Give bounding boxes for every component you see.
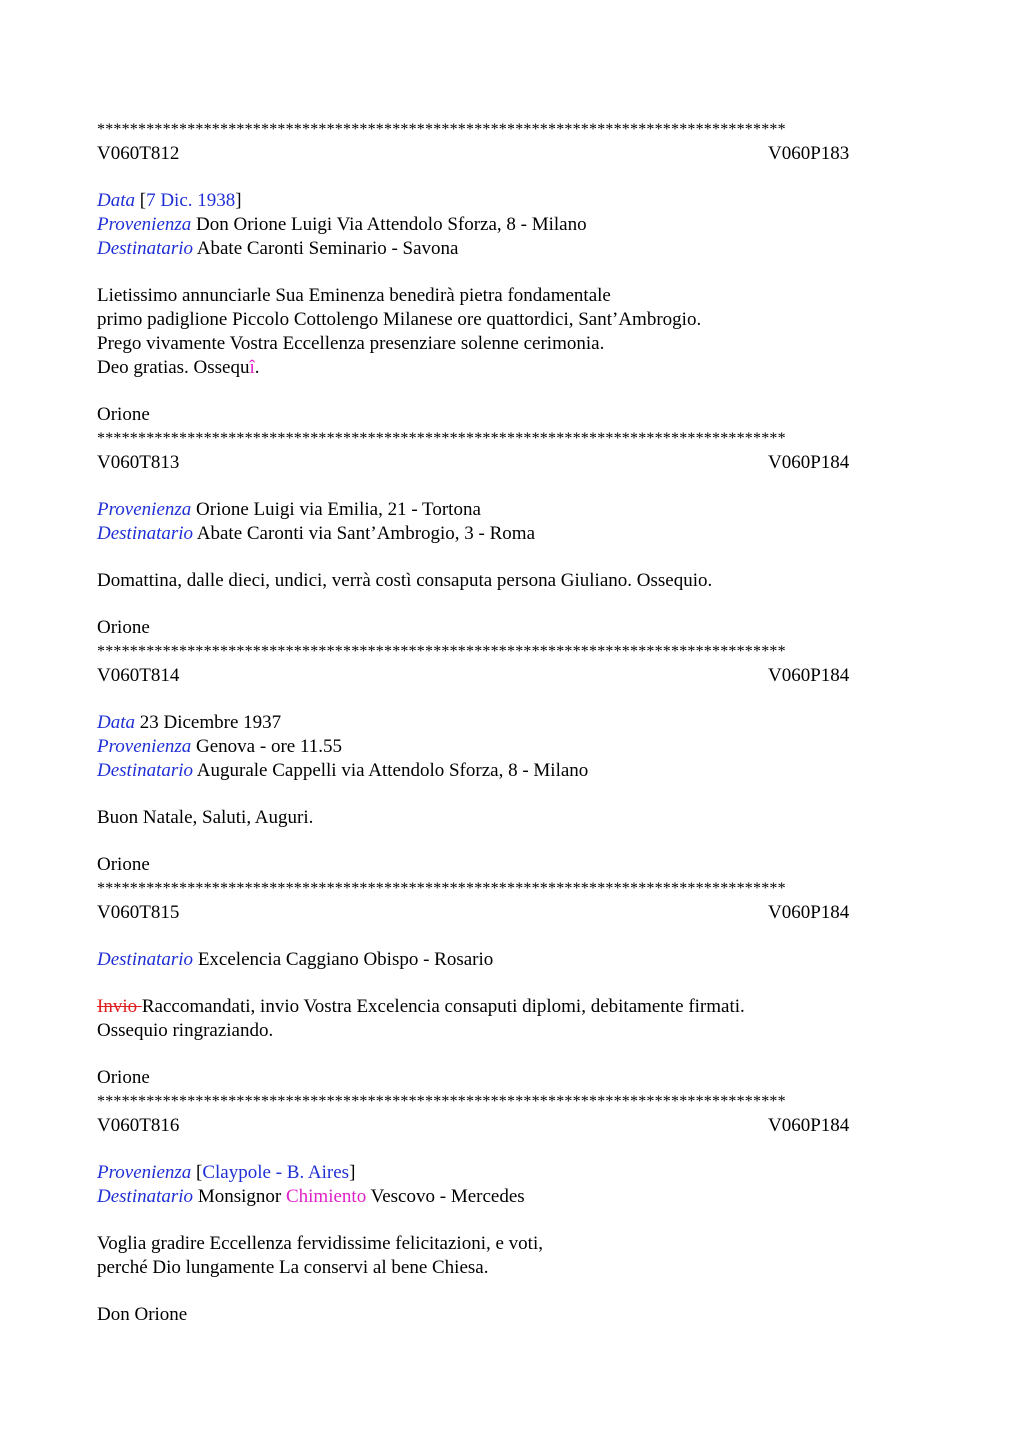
entry-page-ref: V060P184 [768, 665, 850, 686]
separator-line: ************************************************************************************ [97, 121, 786, 138]
entry-page-ref: V060P184 [768, 452, 850, 473]
provenienza-label: Provenienza [97, 214, 192, 235]
signature: Orione [97, 617, 150, 638]
destinatario-label: Destinatario [97, 760, 194, 781]
data-value: 7 Dic. 1938 [146, 190, 236, 211]
entry-id: V060T813 [97, 452, 180, 473]
entry-header [97, 664, 927, 688]
destinatario-value: Excelencia Caggiano Obispo - Rosario [197, 949, 494, 970]
provenienza-line [97, 498, 927, 522]
body-line: perché Dio lungamente La conservi al bene Chiesa. [97, 1257, 489, 1278]
entry-page-ref: V060P184 [768, 902, 850, 923]
entry-id: V060T814 [97, 665, 180, 686]
entry-id: V060T815 [97, 902, 180, 923]
entry-header [97, 451, 927, 475]
destinatario-line [97, 237, 927, 261]
destinatario-label: Destinatario [97, 523, 194, 544]
provenienza-value: Claypole - B. Aires [202, 1162, 350, 1183]
signature: Orione [97, 854, 150, 875]
destinatario-label: Destinatario [97, 238, 194, 259]
body-line: primo padiglione Piccolo Cottolengo Milanese ore quattordici, Sant’Ambrogio. [97, 309, 702, 330]
body-line: Invio Raccomandati, invio Vostra Excelencia consaputi diplomi, debitamente firmati. [97, 996, 745, 1017]
document-page [97, 118, 927, 1327]
separator-line: ************************************************************************************ [97, 430, 786, 447]
destinatario-value: Abate Caronti via Sant’Ambrogio, 3 - Roma [196, 523, 536, 544]
provenienza-label: Provenienza [97, 1162, 192, 1183]
deleted-text: Invio [97, 996, 142, 1017]
entry-header [97, 901, 927, 925]
body-line: Deo gratias. Ossequî. [97, 357, 260, 378]
entry-header [97, 1114, 927, 1138]
provenienza-value: Don Orione Luigi Via Attendolo Sforza, 8 - Milano [196, 214, 587, 235]
body-line: Buon Natale, Saluti, Auguri. [97, 807, 314, 828]
separator-line: ************************************************************************************ [97, 1093, 786, 1110]
signature: Don Orione [97, 1304, 188, 1325]
separator-line: ************************************************************************************ [97, 880, 786, 897]
separator-line: ************************************************************************************ [97, 643, 786, 660]
body-line: Prego vivamente Vostra Eccellenza presenziare solenne cerimonia. [97, 333, 605, 354]
body-line: Lietissimo annunciarle Sua Eminenza benedirà pietra fondamentale [97, 285, 611, 306]
highlighted-name: Chimiento [285, 1186, 367, 1207]
destinatario-line [97, 948, 927, 972]
data-line [97, 711, 927, 735]
destinatario-value: Abate Caronti Seminario - Savona [196, 238, 459, 259]
provenienza-value: Orione Luigi via Emilia, 21 - Tortona [196, 499, 481, 520]
provenienza-line [97, 735, 927, 759]
data-label: Data [97, 712, 135, 733]
body-line: Ossequio ringraziando. [97, 1020, 274, 1041]
destinatario-label: Destinatario [97, 1186, 194, 1207]
destinatario-line [97, 522, 927, 546]
destinatario-value: Augurale Cappelli via Attendolo Sforza, 8 - Milano [196, 760, 589, 781]
provenienza-value: Genova - ore 11.55 [196, 736, 343, 757]
destinatario-line: Destinatario Monsignor Chimiento Vescovo - Mercedes [97, 1186, 525, 1207]
provenienza-label: Provenienza [97, 499, 192, 520]
highlighted-char: î [249, 357, 255, 378]
signature: Orione [97, 1067, 150, 1088]
destinatario-label: Destinatario [97, 949, 194, 970]
provenienza-line [97, 213, 927, 237]
entry-id: V060T812 [97, 143, 180, 164]
entry-page-ref: V060P183 [768, 143, 850, 164]
data-label: Data [97, 190, 135, 211]
body-line: Domattina, dalle dieci, undici, verrà costì consaputa persona Giuliano. Ossequio. [97, 570, 713, 591]
entry-header [97, 142, 927, 166]
provenienza-label: Provenienza [97, 736, 192, 757]
entry-page-ref: V060P184 [768, 1115, 850, 1136]
entry-id: V060T816 [97, 1115, 180, 1136]
destinatario-line [97, 759, 927, 783]
body-line: Voglia gradire Eccellenza fervidissime felicitazioni, e voti, [97, 1233, 543, 1254]
data-value: 23 Dicembre 1937 [139, 712, 282, 733]
provenienza-line: Provenienza [Claypole - B. Aires] [97, 1162, 356, 1183]
data-line: Data [7 Dic. 1938] [97, 190, 242, 211]
signature: Orione [97, 404, 150, 425]
